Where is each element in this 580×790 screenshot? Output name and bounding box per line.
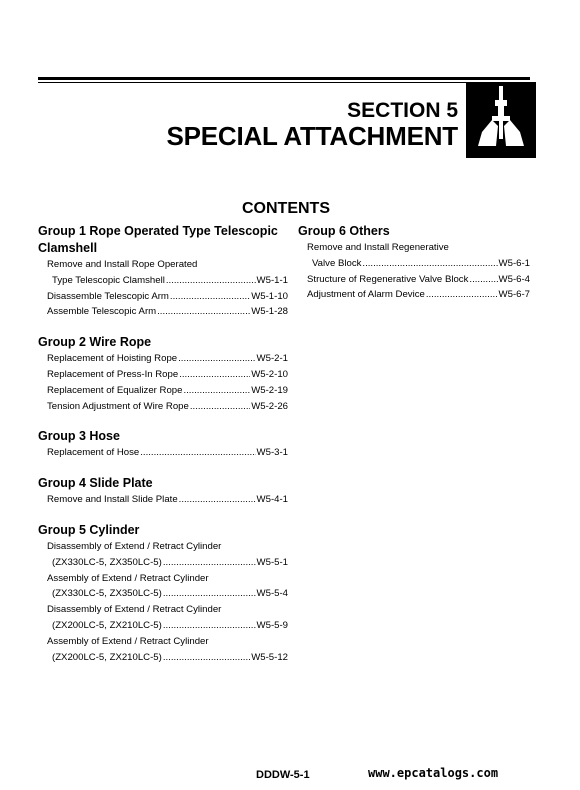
toc-entry[interactable] bbox=[38, 492, 288, 508]
toc-entry-text: (ZX330LC-5, ZX350LC-5) bbox=[52, 556, 162, 568]
toc-entry-page: W5-2-26 bbox=[251, 400, 288, 412]
toc-entry[interactable] bbox=[38, 634, 288, 650]
toc-entry[interactable] bbox=[38, 304, 288, 320]
toc-entry-page: W5-6-1 bbox=[498, 257, 530, 269]
toc-entry-page: W5-1-1 bbox=[256, 274, 288, 286]
toc-entry[interactable] bbox=[298, 287, 530, 303]
leader-dots bbox=[183, 383, 250, 399]
toc-entry-page: W5-6-7 bbox=[498, 289, 530, 301]
toc-entry[interactable] bbox=[38, 618, 288, 634]
footer-page-code: DDDW-5-1 bbox=[256, 769, 310, 781]
leader-dots bbox=[170, 289, 250, 305]
leader-dots bbox=[179, 367, 250, 383]
toc-entry[interactable] bbox=[38, 539, 288, 555]
toc-entry-text: Assembly of Extend / Retract Cylinder bbox=[47, 635, 209, 647]
clamshell-bucket-icon bbox=[466, 82, 536, 158]
group-title: Group 5 Cylinder bbox=[38, 522, 140, 537]
toc-entry-text: Disassembly of Extend / Retract Cylinder bbox=[47, 540, 222, 552]
group-title bbox=[38, 223, 288, 257]
leader-dots bbox=[426, 287, 498, 303]
toc-entry-page: W5-5-9 bbox=[256, 619, 288, 631]
toc-entry[interactable] bbox=[38, 650, 288, 666]
toc-entry-text: Replacement of Equalizer Rope bbox=[47, 384, 183, 396]
toc-entry-text: Remove and Install Rope Operated bbox=[47, 259, 198, 270]
toc-entry[interactable] bbox=[38, 586, 288, 602]
toc-entry-page: W5-5-1 bbox=[256, 556, 288, 568]
toc-entry-page: W5-1-28 bbox=[251, 306, 288, 318]
toc-entry[interactable] bbox=[38, 571, 288, 587]
toc-entry-page: W5-2-19 bbox=[251, 384, 288, 396]
toc-entry[interactable] bbox=[38, 367, 288, 383]
toc-entry-text: Remove and Install Slide Plate bbox=[47, 494, 178, 506]
toc-entry-page: W5-5-12 bbox=[251, 651, 288, 663]
toc-entry-text: Type Telescopic Clamshell bbox=[52, 274, 165, 286]
leader-dots bbox=[163, 586, 256, 602]
toc-entry[interactable] bbox=[38, 351, 288, 367]
toc-entry[interactable] bbox=[298, 240, 530, 256]
toc-entry-page: W5-5-4 bbox=[256, 588, 288, 600]
group-title: Group 4 Slide Plate bbox=[38, 476, 153, 491]
group-title: Group 2 Wire Rope bbox=[38, 335, 152, 350]
toc-entry-text: Replacement of Hose bbox=[47, 447, 140, 459]
toc-entry-text: Assemble Telescopic Arm bbox=[47, 306, 157, 318]
contents-heading: CONTENTS bbox=[242, 200, 330, 217]
toc-entry-text: Assembly of Extend / Retract Cylinder bbox=[47, 572, 209, 584]
header-rule-thick bbox=[38, 77, 530, 80]
header-rule-thin bbox=[38, 82, 530, 83]
leader-dots bbox=[163, 555, 256, 571]
toc-entry[interactable] bbox=[298, 256, 530, 272]
toc-entry[interactable] bbox=[38, 273, 288, 289]
toc-group-1 bbox=[38, 223, 288, 320]
toc-group-3 bbox=[38, 428, 288, 461]
toc-entry-page: W5-4-1 bbox=[256, 494, 288, 506]
toc-entry[interactable] bbox=[38, 383, 288, 399]
section-title: SPECIAL ATTACHMENT bbox=[166, 121, 458, 151]
leader-dots bbox=[166, 273, 256, 289]
toc-entry-text: Replacement of Press-In Rope bbox=[47, 368, 179, 380]
toc-right-column bbox=[298, 223, 530, 317]
toc-entry-text: Disassembly of Extend / Retract Cylinder bbox=[47, 604, 222, 616]
leader-dots bbox=[362, 256, 497, 272]
toc-entry-text: Replacement of Hoisting Rope bbox=[47, 353, 178, 365]
toc-group-5 bbox=[38, 522, 288, 665]
toc-group-4 bbox=[38, 475, 288, 508]
toc-entry-text: (ZX330LC-5, ZX350LC-5) bbox=[52, 588, 162, 600]
toc-entry-page: W5-6-4 bbox=[498, 273, 530, 285]
leader-dots bbox=[179, 492, 256, 508]
group-title-line: Group 1 Rope Operated Type Telescopic bbox=[38, 224, 278, 238]
toc-entry-text: (ZX200LC-5, ZX210LC-5) bbox=[52, 651, 162, 663]
leader-dots bbox=[469, 272, 497, 288]
toc-entry-text: Disassemble Telescopic Arm bbox=[47, 290, 169, 302]
toc-entry[interactable] bbox=[38, 555, 288, 571]
toc-entry[interactable] bbox=[38, 445, 288, 461]
toc-entry[interactable] bbox=[38, 257, 288, 273]
toc-entry-text: Tension Adjustment of Wire Rope bbox=[47, 400, 189, 412]
toc-entry[interactable] bbox=[38, 602, 288, 618]
toc-entry-page: W5-2-10 bbox=[251, 368, 288, 380]
toc-entry-text: Valve Block bbox=[312, 257, 362, 269]
leader-dots bbox=[140, 445, 255, 461]
toc-group-2 bbox=[38, 334, 288, 414]
group-title: Group 6 Others bbox=[298, 224, 390, 238]
toc-entry[interactable] bbox=[38, 399, 288, 415]
toc-entry-text: (ZX200LC-5, ZX210LC-5) bbox=[52, 619, 162, 631]
section-number: SECTION 5 bbox=[347, 99, 458, 122]
footer-watermark-url[interactable]: www.epcatalogs.com bbox=[368, 766, 499, 780]
group-title: Group 3 Hose bbox=[38, 429, 120, 444]
toc-group-6 bbox=[298, 223, 530, 303]
toc-entry[interactable] bbox=[38, 289, 288, 305]
group-title-line: Clamshell bbox=[38, 241, 98, 255]
toc-entry[interactable] bbox=[298, 272, 530, 288]
leader-dots bbox=[190, 399, 250, 415]
toc-entry-text: Structure of Regenerative Valve Block bbox=[307, 273, 469, 285]
toc-left-column bbox=[38, 223, 288, 679]
leader-dots bbox=[163, 618, 256, 634]
toc-entry-text: Adjustment of Alarm Device bbox=[307, 289, 425, 301]
leader-dots bbox=[157, 304, 250, 320]
toc-entry-page: W5-2-1 bbox=[256, 353, 288, 365]
leader-dots bbox=[163, 650, 250, 666]
toc-entry-page: W5-1-10 bbox=[251, 290, 288, 302]
leader-dots bbox=[178, 351, 255, 367]
toc-entry-page: W5-3-1 bbox=[256, 447, 288, 459]
toc-entry-text: Remove and Install Regenerative bbox=[307, 242, 449, 253]
